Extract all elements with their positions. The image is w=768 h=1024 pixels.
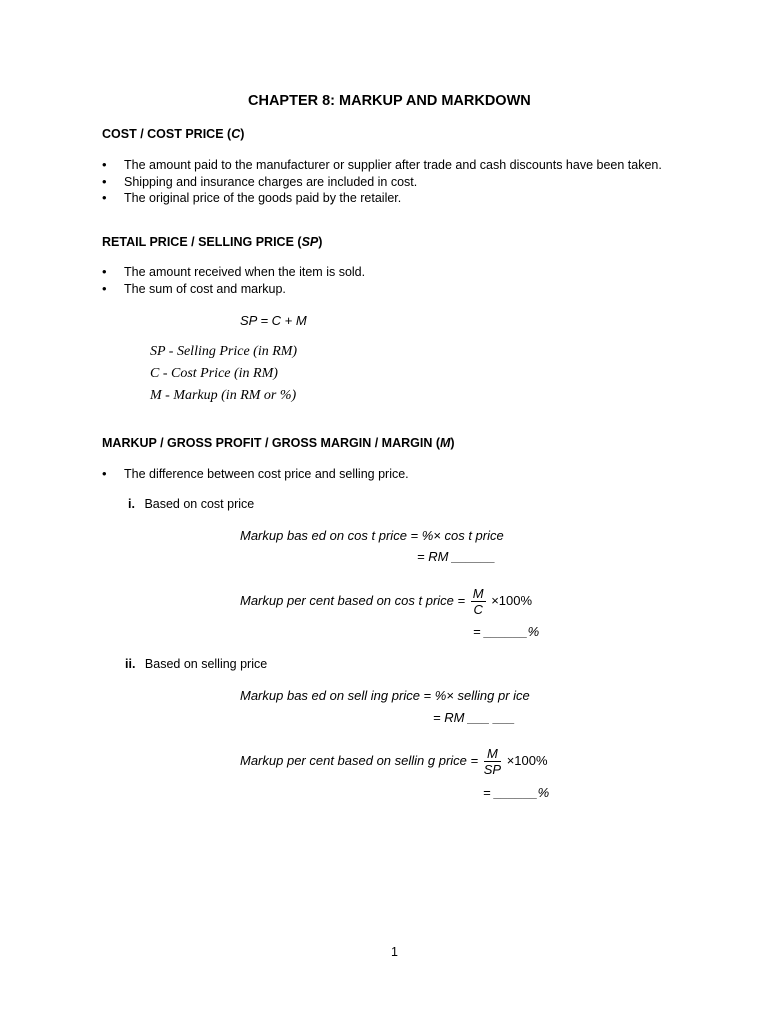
fraction-numerator: M xyxy=(484,746,501,762)
markup-percent-cost-formula xyxy=(240,586,532,617)
sp-formula: SP = C + M xyxy=(240,313,307,328)
retail-heading xyxy=(102,235,322,249)
list-item: • The amount paid to the manufacturer or supplier after trade and cash discounts have been taken. xyxy=(102,157,662,174)
selling-based-item xyxy=(125,657,267,671)
list-item: • The original price of the goods paid by the retailer. xyxy=(102,190,662,207)
markup-heading-close: ) xyxy=(450,436,455,450)
cost-heading-text: COST / COST PRICE ( xyxy=(102,127,232,141)
definition-m: M - Markup (in RM or %) xyxy=(150,388,297,403)
retail-heading-text: RETAIL PRICE / SELLING PRICE ( xyxy=(102,235,302,249)
markup-percent-selling-lhs: Markup per cent based on sellin g price = xyxy=(240,752,479,768)
definition-sp: SP - Selling Price (in RM) xyxy=(150,344,298,359)
markup-percent-selling-fraction xyxy=(484,746,501,777)
markup-selling-result: = RM ___ ___ xyxy=(433,710,516,725)
markup-percent-cost-fraction xyxy=(471,586,486,617)
cost-based-numeral: i. xyxy=(128,497,135,511)
cost-heading xyxy=(102,127,244,141)
page-title: CHAPTER 8: MARKUP AND MARKDOWN xyxy=(248,93,531,109)
cost-based-item xyxy=(128,497,254,511)
markup-heading xyxy=(102,436,455,450)
cost-bullet-list xyxy=(102,157,662,207)
markup-cost-formula: Markup bas ed on cos t price = %× cos t price xyxy=(240,528,504,543)
markup-percent-selling-result: = ______% xyxy=(483,785,550,800)
markup-cost-result: = RM ______ xyxy=(417,549,496,564)
list-item: • The sum of cost and markup. xyxy=(102,281,365,298)
retail-bullet-list xyxy=(102,264,365,297)
markup-bullet-list xyxy=(102,466,409,483)
definition-c: C - Cost Price (in RM) xyxy=(150,366,278,381)
list-item: • The amount received when the item is sold. xyxy=(102,264,365,281)
page-number: 1 xyxy=(391,945,398,959)
retail-heading-var: SP xyxy=(301,235,319,249)
retail-heading-close: ) xyxy=(318,235,323,249)
selling-based-numeral: ii. xyxy=(125,657,136,671)
cost-heading-close: ) xyxy=(240,127,245,141)
cost-heading-var: C xyxy=(231,127,241,141)
fraction-denominator: C xyxy=(473,602,483,617)
markup-heading-var: M xyxy=(439,436,451,450)
fraction-numerator: M xyxy=(472,586,484,601)
list-item: • The difference between cost price and selling price. xyxy=(102,466,409,483)
cost-based-label: Based on cost price xyxy=(144,497,255,511)
list-item: • Shipping and insurance charges are included in cost. xyxy=(102,174,662,191)
markup-percent-cost-result: = ______% xyxy=(473,624,540,639)
markup-percent-cost-lhs: Markup per cent based on cos t price = xyxy=(240,592,466,608)
markup-percent-cost-rhs: ×100% xyxy=(491,592,533,608)
markup-percent-selling-rhs: ×100% xyxy=(506,752,548,768)
markup-heading-text: MARKUP / GROSS PROFIT / GROSS MARGIN / MARGIN ( xyxy=(102,436,440,450)
fraction-denominator: SP xyxy=(483,762,502,777)
selling-based-label: Based on selling price xyxy=(144,657,268,671)
markup-percent-selling-formula xyxy=(240,746,548,777)
markup-selling-formula: Markup bas ed on sell ing price = %× selling pr ice xyxy=(240,688,530,703)
